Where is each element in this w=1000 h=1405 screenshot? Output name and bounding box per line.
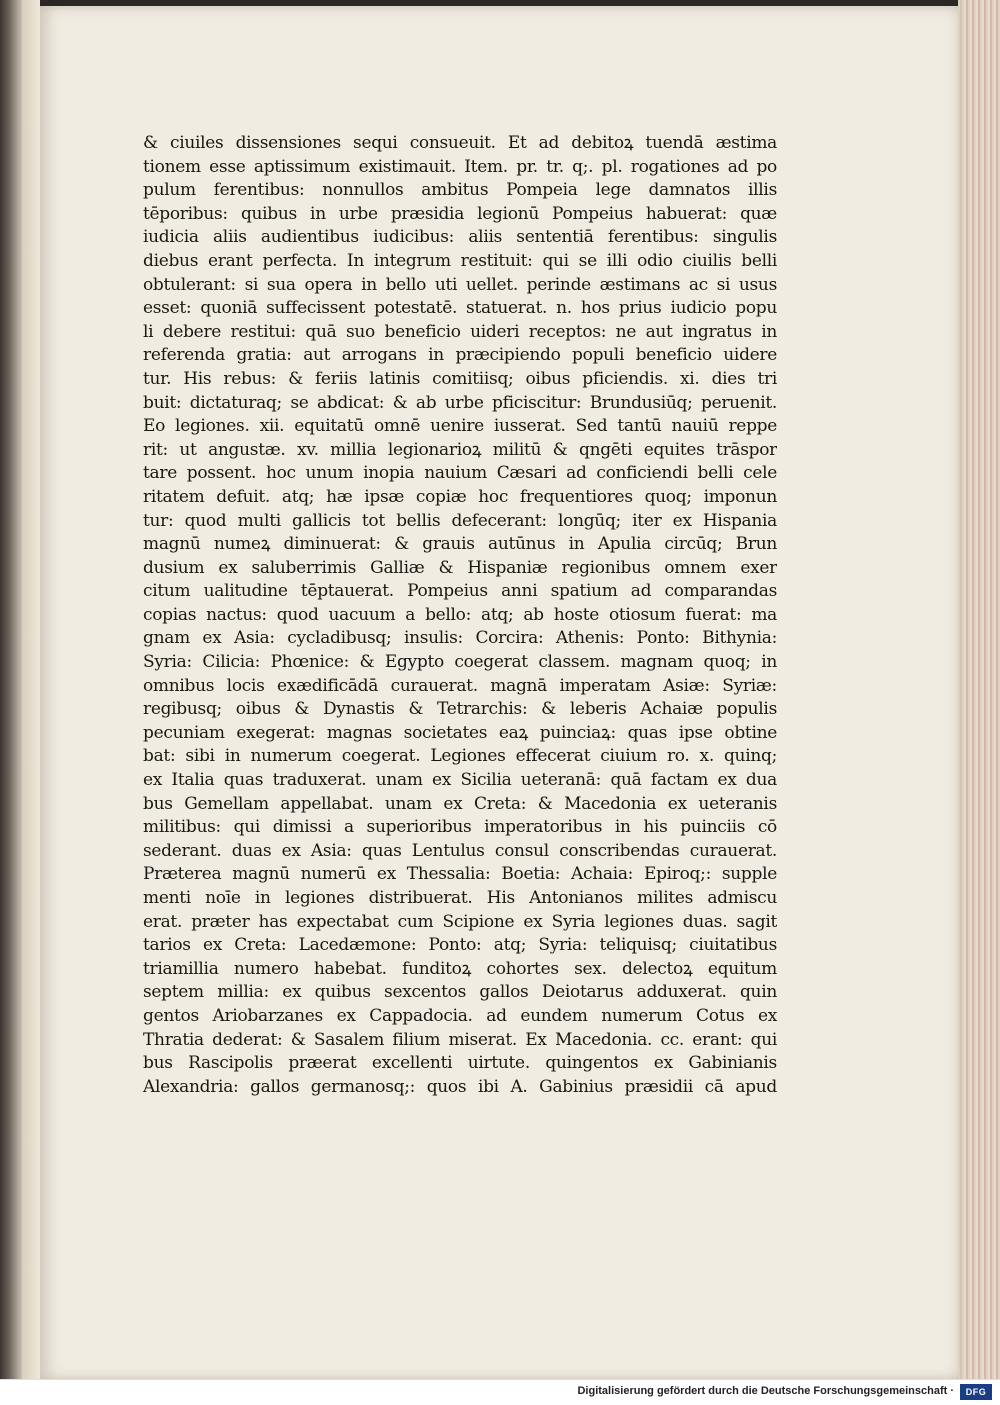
text-line: ex Italia quas traduxerat. unam ex Sicilia ueteranā: quā factam ex dua	[143, 770, 777, 791]
text-line: li debere restitui: quā suo beneficio uideri receptos: ne aut ingratus in	[143, 321, 777, 342]
text-line: tarios ex Creta: Lacedæmone: Ponto: atq; Syria: teliquisq; ciuitatibus	[143, 935, 777, 956]
text-line: tur: quod multi gallicis tot bellis defecerant: longūq; iter ex Hispania	[143, 510, 777, 531]
text-line: gentos Ariobarzanes ex Cappadocia. ad eundem numerum Cotus ex	[143, 1005, 777, 1026]
text-line: Eo legiones. xii. equitatū omnē uenire iusserat. Sed tantū nauiū reppe	[143, 416, 777, 437]
text-line: erat. præter has expectabat cum Scipione ex Syria legiones duas. sagit	[143, 911, 777, 932]
dfg-logo-icon: DFG	[960, 1384, 992, 1400]
text-line: bat: sibi in numerum coegerat. Legiones effecerat ciuium ro. x. quinq;	[143, 746, 777, 767]
text-block	[143, 132, 777, 1099]
funding-credit: Digitalisierung gefördert durch die Deutsche Forschungsgemeinschaft ·	[577, 1385, 954, 1397]
text-line: Thratia dederat: & Sasalem filium miserat. Ex Macedonia. cc. erant: qui	[143, 1029, 777, 1050]
text-line: tare possent. hoc unum inopia nauium Cæsari ad conficiendi belli cele	[143, 463, 777, 484]
facing-page-letters	[2, 150, 18, 178]
text-line: rit: ut angustæ. xv. millia legionarioꝝ militū & qngēti equites trāspor	[143, 439, 777, 460]
text-line: dusium ex saluberrimis Galliæ & Hispaniæ regionibus omnem exer	[143, 557, 777, 578]
text-line: gnam ex Asia: cycladibusq; insulis: Corcira: Athenis: Ponto: Bithynia:	[143, 628, 777, 649]
text-line: tionem esse aptissimum existimauit. Item. pr. tr. q;. pl. rogationes ad po	[143, 156, 777, 177]
text-line: regibusq; oibus & Dynastis & Tetrarchis: & leberis Achaiæ populis	[143, 699, 777, 720]
text-line: buit: dictaturaq; se abdicat: & ab urbe pficiscitur: Brundusiūq; peruenit.	[143, 392, 777, 413]
text-line: menti noīe in legiones distribuerat. His Antonianos milites admiscu	[143, 888, 777, 908]
text-line: pulum ferentibus: nonnullos ambitus Pompeia lege damnatos illis	[143, 180, 777, 201]
text-line: diebus erant perfecta. In integrum restituit: qui se illi odio ciuilis belli	[143, 250, 777, 271]
text-line: ritatem defuit. atq; hæ ipsæ copiæ hoc frequentiores quoq; imponun	[143, 486, 777, 507]
text-line: sederant. duas ex Asia: quas Lentulus consul conscribendas curauerat.	[143, 840, 777, 861]
text-line: obtulerant: si sua opera in bello uti uellet. perinde æstimans ac si usus	[143, 274, 777, 295]
text-line: Syria: Cilicia: Phœnice: & Egypto coegerat classem. magnam quoq; in	[143, 652, 777, 673]
text-line: & ciuiles dissensiones sequi consueuit. Et ad debitoꝝ tuendā æstima	[143, 133, 777, 153]
text-line: citum ualitudine tēptauerat. Pompeius anni spatium ad comparandas	[143, 581, 777, 602]
text-line: referenda gratia: aut arrogans in præcipiendo populi beneficio uidere	[143, 345, 777, 366]
text-line: pecuniam exegerat: magnas societates eaꝝ puinciaꝝ: quas ipse obtine	[143, 722, 777, 743]
text-line: copias nactus: quod uacuum a bello: atq; ab hoste otiosum fuerat: ma	[143, 604, 777, 625]
facing-page-edge	[0, 0, 22, 1380]
text-line: magnū numeꝝ diminuerat: & grauis autūnus in Apulia circūq; Brun	[143, 534, 777, 555]
text-line: tēporibus: quibus in urbe præsidia legionū Pompeius habuerat: quæ	[143, 203, 777, 224]
text-line: iudicia aliis audientibus iudicibus: aliis sententiā ferentibus: singulis	[143, 227, 777, 248]
text-line: septem millia: ex quibus sexcentos gallos Deiotarus adduxerat. quin	[143, 982, 777, 1003]
text-line: tur. His rebus: & feriis latinis comitiisq; oibus pficiendis. xi. dies tri	[143, 368, 777, 389]
text-line: triamillia numero habebat. funditoꝝ cohortes sex. delectoꝝ equitum	[143, 958, 777, 979]
footer-bar	[0, 1379, 1000, 1405]
text-line: bus Rascipolis præerat excellenti uirtute. quingentos ex Gabinianis	[143, 1053, 777, 1074]
text-line: omnibus locis exædificādā curauerat. magnā imperatam Asiæ: Syriæ:	[143, 675, 777, 696]
text-line: militibus: qui dimissi a superioribus imperatoribus in his puinciis cō	[143, 817, 777, 838]
text-line: Alexandria: gallos germanosq;: quos ibi A. Gabinius præsidii cā apud	[143, 1076, 777, 1097]
book-page	[40, 6, 960, 1380]
text-line: bus Gemellam appellabat. unam ex Creta: & Macedonia ex ueteranis	[143, 793, 777, 814]
text-line: esset: quoniā suffecissent potestatē. statuerat. n. hos prius iudicio popu	[143, 298, 777, 319]
page-stack-edge	[958, 0, 1000, 1380]
text-line: Præterea magnū numerū ex Thessalia: Boetia: Achaia: Epiroq;: supple	[143, 864, 777, 885]
book-gutter	[22, 0, 40, 1380]
